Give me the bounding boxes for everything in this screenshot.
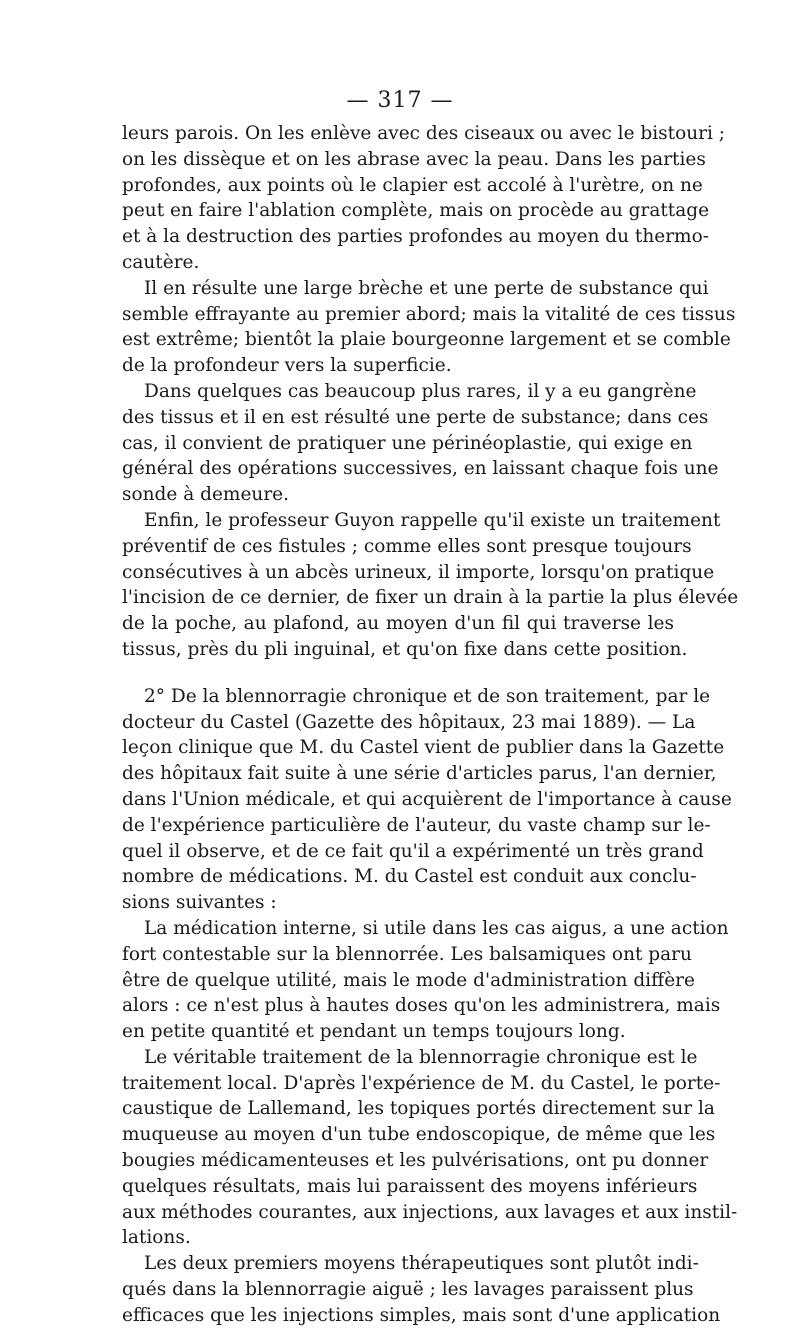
section-heading-line: 2° De la blennorragie chronique et de son traitement, par le [144,685,711,707]
text-line: Il en résulte une large brèche et une perte de substance qui [144,277,709,299]
text-line: de la poche, au plafond, au moyen d'un fil qui traverse les [122,613,674,635]
text-line: peut en faire l'ablation complète, mais on procède au grattage [122,200,710,222]
text-line: semble effrayante au premier abord; mais la vitalité de ces tissus [122,303,736,325]
text-line: caustique de Lallemand, les topiques portés directement sur la [122,1098,715,1120]
text-line: Les deux premiers moyens thérapeutiques sont plutôt indi- [144,1253,699,1275]
text-line: leçon clinique que M. du Castel vient de publier dans la Gazette [122,737,725,759]
text-line: La médication interne, si utile dans les cas aigus, a une action [144,917,729,939]
text-line: sonde à demeure. [122,484,289,506]
text-line: en petite quantité et pendant un temps toujours long. [122,1021,626,1043]
text-line: préventif de ces fistules ; comme elles sont presque toujours [122,535,692,557]
text-line: lations. [122,1227,191,1249]
text-line: et à la destruction des parties profondes au moyen du thermo- [122,226,709,248]
text-line: docteur du Castel (Gazette des hôpitaux, 23 mai 1889). — La [122,711,696,733]
text-line: quel il observe, et de ce fait qu'il a expérimenté un très grand [122,840,704,862]
text-line: cas, il convient de pratiquer une périnéoplastie, qui exige en [122,432,693,454]
text-line: aux méthodes courantes, aux injections, aux lavages et aux instil- [122,1201,738,1223]
text-line: leurs parois. On les enlève avec des ciseaux ou avec le bistouri ; [122,123,726,144]
text-line: Dans quelques cas beaucoup plus rares, il y a eu gangrène [144,380,697,402]
text-line: Le véritable traitement de la blennorragie chronique est le [144,1046,698,1068]
text-line: de l'expérience particulière de l'auteur, du vaste champ sur le- [122,814,711,836]
text-line: cautère. [122,251,200,273]
text-line: bougies médicamenteuses et les pulvérisations, ont pu donner [122,1150,709,1172]
text-line: est extrême; bientôt la plaie bourgeonne largement et se comble [122,329,731,351]
text-line: consécutives à un abcès urineux, il importe, lorsqu'on pratique [122,561,715,583]
text-line: Enfin, le professeur Guyon rappelle qu'il existe un traitement [144,509,721,531]
body-text [122,121,739,1329]
text-line: muqueuse au moyen d'un tube endoscopique, de même que les [122,1124,716,1146]
text-line: on les dissèque et on les abrase avec la peau. Dans les parties [122,148,706,170]
text-line: général des opérations successives, en laissant chaque fois une [122,458,719,480]
text-line: traitement local. D'après l'expérience de M. du Castel, le porte- [122,1072,721,1094]
text-line: fort contestable sur la blennorrée. Les balsamiques ont paru [122,943,692,965]
text-line: profondes, aux points où le clapier est accolé à l'urètre, on ne [122,174,703,196]
text-line: des tissus et il en est résulté une perte de substance; dans ces [122,406,709,428]
text-line: tissus, près du pli inguinal, et qu'on fixe dans cette position. [122,638,688,660]
text-line: sions suivantes : [122,892,277,914]
text-line: nombre de médications. M. du Castel est conduit aux conclu- [122,866,697,888]
text-line: de la profondeur vers la superficie. [122,355,452,377]
text-line: alors : ce n'est plus à hautes doses qu'on les administrera, mais [122,995,721,1017]
text-line: être de quelque utilité, mais le mode d'administration diffère [122,969,695,991]
text-line: qués dans la blennorragie aiguë ; les lavages paraissent plus [122,1279,694,1301]
text-line: quelques résultats, mais lui paraissent des moyens inférieurs [122,1175,698,1197]
text-line: dans l'Union médicale, et qui acquièrent de l'importance à cause [122,788,732,810]
text-line: efficaces que les injections simples, mais sont d'une application [122,1304,721,1326]
page-number-header: — 317 — [346,88,454,113]
section-gap [122,663,674,684]
text-line: l'incision de ce dernier, de fixer un drain à la partie la plus élevée [122,587,739,609]
text-line: des hôpitaux fait suite à une série d'articles parus, l'an dernier, [122,763,717,785]
